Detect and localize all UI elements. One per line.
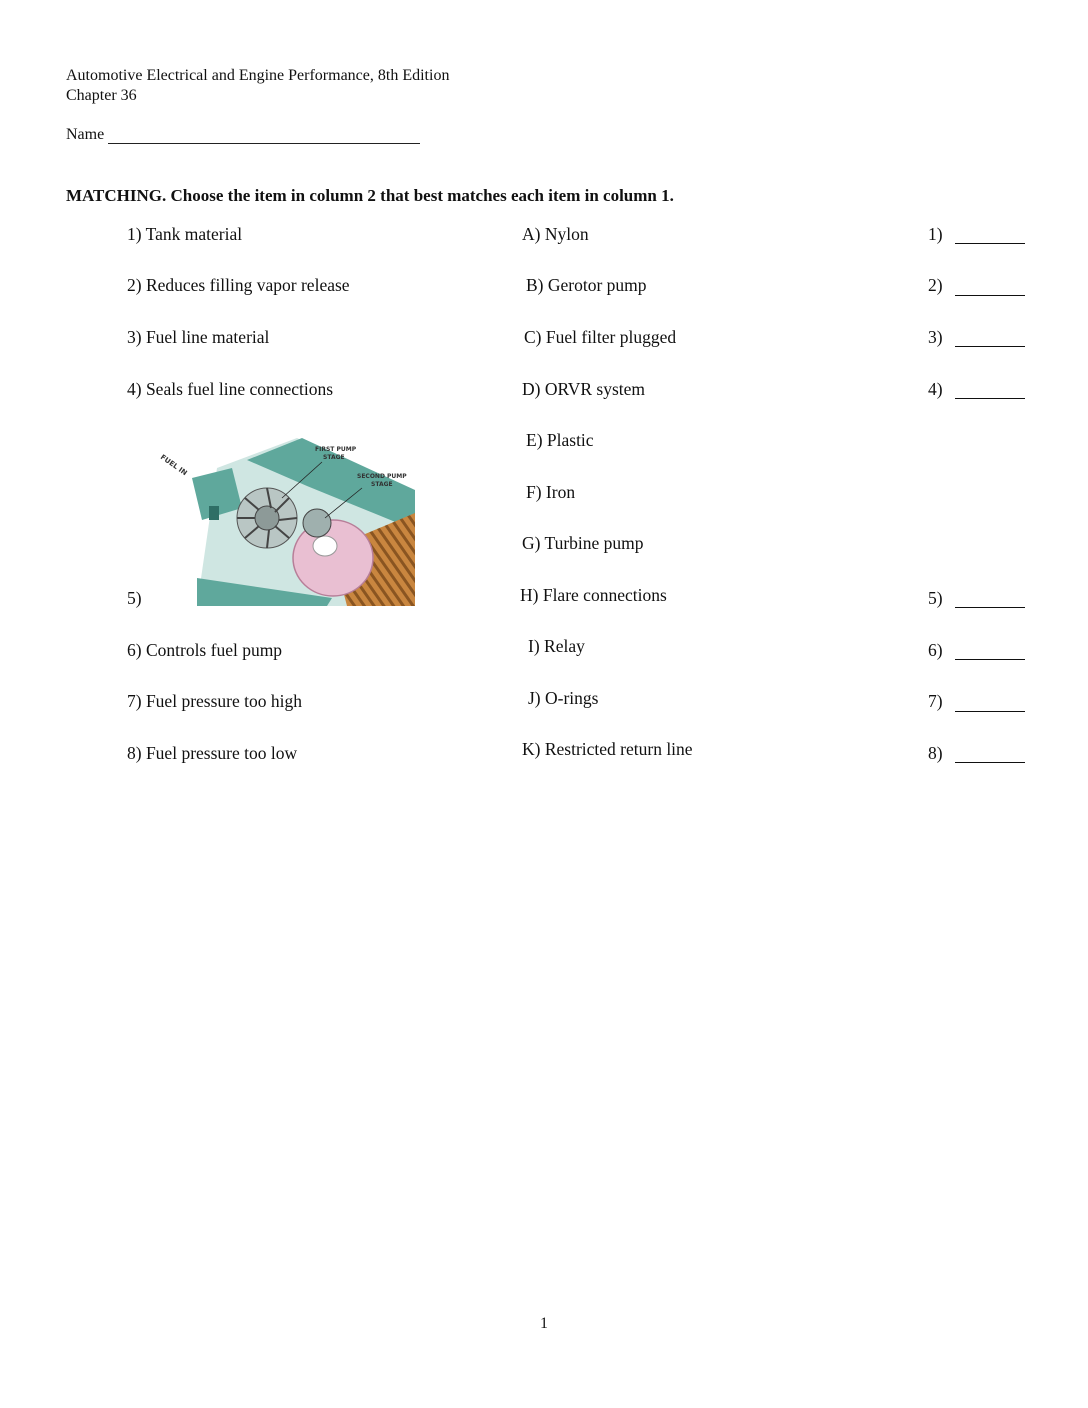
col2-item-j: J) O-rings xyxy=(528,688,599,708)
col2-item-g: G) Turbine pump xyxy=(522,533,644,553)
name-field[interactable] xyxy=(108,143,420,144)
first-stage-label: FIRST PUMP xyxy=(315,446,357,453)
fuel-pump-cutaway-figure xyxy=(157,438,415,606)
col2-item-e: E) Plastic xyxy=(526,430,594,450)
first-stage-label-2: STAGE xyxy=(323,454,345,461)
answer-label-2: 2) xyxy=(928,275,943,295)
answer-blank-3[interactable] xyxy=(955,346,1025,347)
answer-blank-4[interactable] xyxy=(955,398,1025,399)
impeller-icon xyxy=(237,488,297,548)
answer-label-7: 7) xyxy=(928,691,943,711)
answer-label-5: 5) xyxy=(928,588,943,608)
col1-item-8: 8) Fuel pressure too low xyxy=(127,743,298,763)
instructions: MATCHING. Choose the item in column 2 that best matches each item in column 1. xyxy=(66,186,674,205)
pump-end-disc xyxy=(293,520,373,596)
col2-item-f: F) Iron xyxy=(526,482,576,502)
answer-blank-6[interactable] xyxy=(955,659,1025,660)
answer-label-4: 4) xyxy=(928,379,943,399)
chapter-label: Chapter 36 xyxy=(66,87,137,104)
second-impeller-icon xyxy=(303,509,331,537)
answer-label-6: 6) xyxy=(928,640,943,660)
col1-item-6: 6) Controls fuel pump xyxy=(127,640,283,660)
col1-item-7: 7) Fuel pressure too high xyxy=(127,691,302,711)
answer-label-8: 8) xyxy=(928,743,943,763)
col1-item-1: 1) Tank material xyxy=(127,224,243,244)
col2-item-h: H) Flare connections xyxy=(520,585,667,605)
answer-blank-2[interactable] xyxy=(955,295,1025,296)
col2-item-a: A) Nylon xyxy=(522,224,589,244)
answer-blank-5[interactable] xyxy=(955,607,1025,608)
col2-item-k: K) Restricted return line xyxy=(522,739,693,759)
col2-item-b: B) Gerotor pump xyxy=(526,275,647,295)
col1-item-5: 5) xyxy=(127,588,142,608)
answer-label-3: 3) xyxy=(928,327,943,347)
page-number: 1 xyxy=(540,1315,548,1332)
name-label: Name xyxy=(66,126,105,143)
answer-blank-1[interactable] xyxy=(955,243,1025,244)
book-title: Automotive Electrical and Engine Performance, 8th Edition xyxy=(66,67,450,84)
col1-item-3: 3) Fuel line material xyxy=(127,327,270,347)
answer-blank-7[interactable] xyxy=(955,711,1025,712)
second-stage-label: SECOND PUMP xyxy=(357,473,407,480)
col1-item-4: 4) Seals fuel line connections xyxy=(127,379,334,399)
col2-item-c: C) Fuel filter plugged xyxy=(524,327,677,347)
answer-blank-8[interactable] xyxy=(955,762,1025,763)
col1-item-2: 2) Reduces filling vapor release xyxy=(127,275,350,295)
col2-item-d: D) ORVR system xyxy=(522,379,646,399)
col2-item-i: I) Relay xyxy=(528,636,585,656)
second-stage-label-2: STAGE xyxy=(371,481,393,488)
answer-label-1: 1) xyxy=(928,224,943,244)
fuel-in-label: FUEL IN xyxy=(158,453,189,478)
